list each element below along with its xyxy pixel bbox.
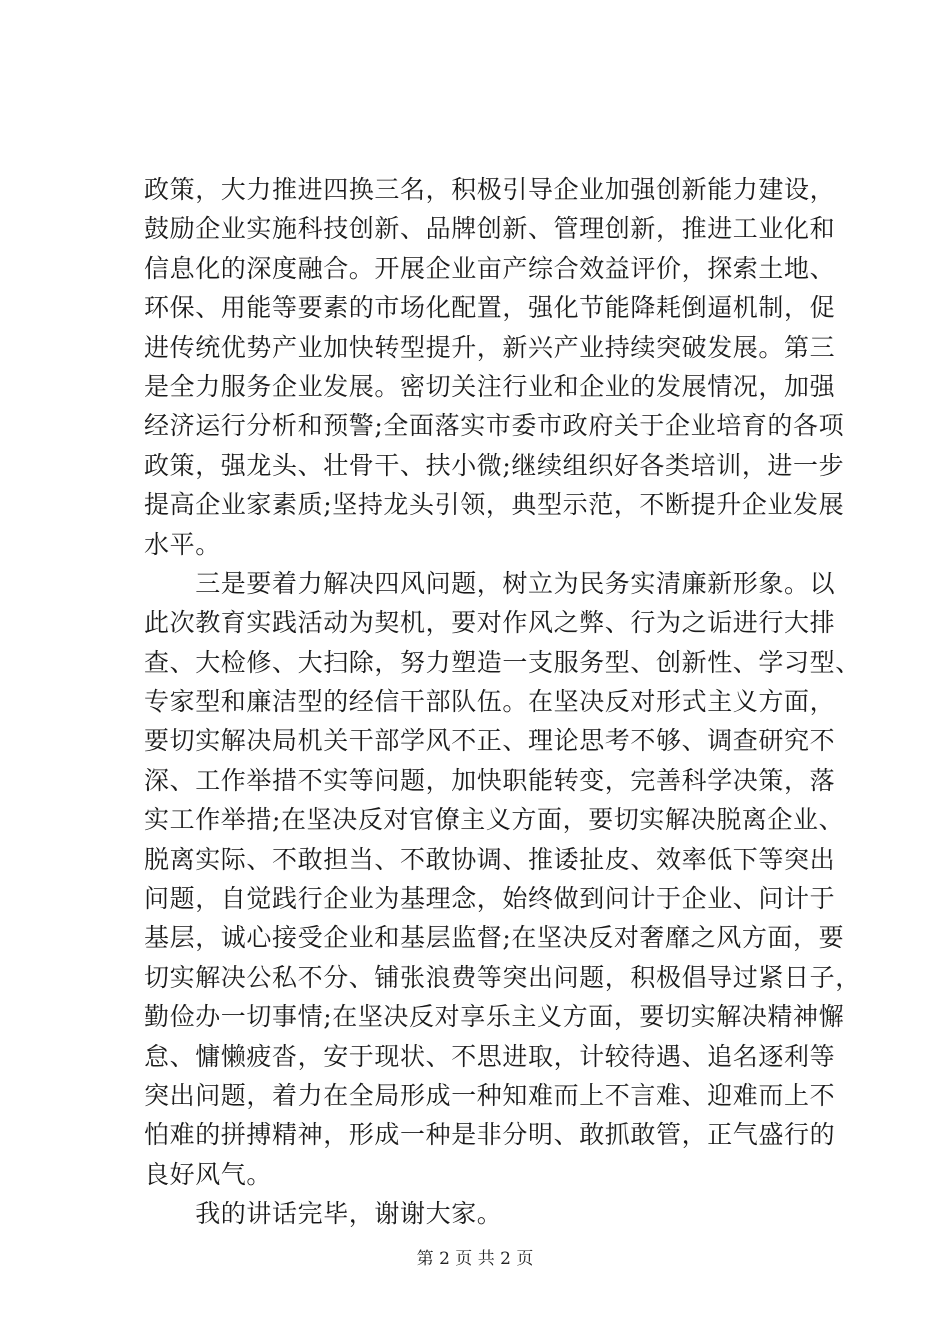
text-line: 脱离实际、不敢担当、不敢协调、推诿扯皮、效率低下等突出 [144, 844, 836, 874]
text-line: 切实解决公私不分、铺张浪费等突出问题，积极倡导过紧日子， [144, 962, 861, 992]
text-line: 此次教育实践活动为契机，要对作风之弊、行为之诟进行大排 [144, 608, 836, 638]
text-line: 问题，自觉践行企业为基理念，始终做到问计于企业、问计于 [144, 884, 836, 914]
text-line: 怕难的拼搏精神，形成一种是非分明、敢抓敢管，正气盛行的 [144, 1120, 836, 1150]
text-line: 三是要着力解决四风问题，树立为民务实清廉新形象。以 [144, 568, 836, 598]
text-line: 深、工作举措不实等问题，加快职能转变，完善科学决策，落 [144, 765, 836, 795]
text-line: 是全力服务企业发展。密切关注行业和企业的发展情况，加强 [144, 371, 836, 401]
text-line: 信息化的深度融合。开展企业亩产综合效益评价，探索土地、 [144, 253, 836, 283]
text-line: 政策，大力推进四换三名，积极引导企业加强创新能力建设， [144, 175, 836, 204]
text-line: 政策，强龙头、壮骨干、扶小微;继续组织好各类培训，进一步 [144, 450, 845, 480]
text-line: 经济运行分析和预警;全面落实市委市政府关于企业培育的各项 [144, 411, 845, 441]
text-line: 鼓励企业实施科技创新、品牌创新、管理创新，推进工业化和 [144, 214, 836, 244]
text-line: 查、大检修、大扫除，努力塑造一支服务型、创新性、学习型、 [144, 647, 861, 677]
text-line: 进传统优势产业加快转型提升，新兴产业持续突破发展。第三 [144, 332, 836, 362]
text-line: 良好风气。 [144, 1159, 273, 1189]
text-line: 专家型和廉洁型的经信干部队伍。在坚决反对形式主义方面， [144, 687, 836, 717]
text-line: 提高企业家素质;坚持龙头引领，典型示范，不断提升企业发展 [144, 490, 845, 520]
text-line: 我的讲话完毕，谢谢大家。 [144, 1199, 503, 1229]
text-line: 实工作举措;在坚决反对官僚主义方面，要切实解决脱离企业、 [144, 805, 845, 835]
body-text [144, 170, 861, 1234]
page-footer: 第 2 页 共 2 页 [416, 1249, 534, 1269]
text-line: 要切实解决局机关干部学风不正、理论思考不够、调查研究不 [144, 726, 836, 756]
text-line: 怠、慵懒疲沓，安于现状、不思进取，计较待遇、追名逐利等 [144, 1041, 836, 1071]
text-line: 环保、用能等要素的市场化配置，强化节能降耗倒逼机制，促 [144, 293, 836, 323]
text-line: 突出问题，着力在全局形成一种知难而上不言难、迎难而上不 [144, 1080, 836, 1110]
text-line: 基层，诚心接受企业和基层监督;在坚决反对奢靡之风方面，要 [144, 923, 845, 953]
text-line: 水平。 [144, 529, 221, 559]
text-line: 勤俭办一切事情;在坚决反对享乐主义方面，要切实解决精神懈 [144, 1002, 845, 1032]
